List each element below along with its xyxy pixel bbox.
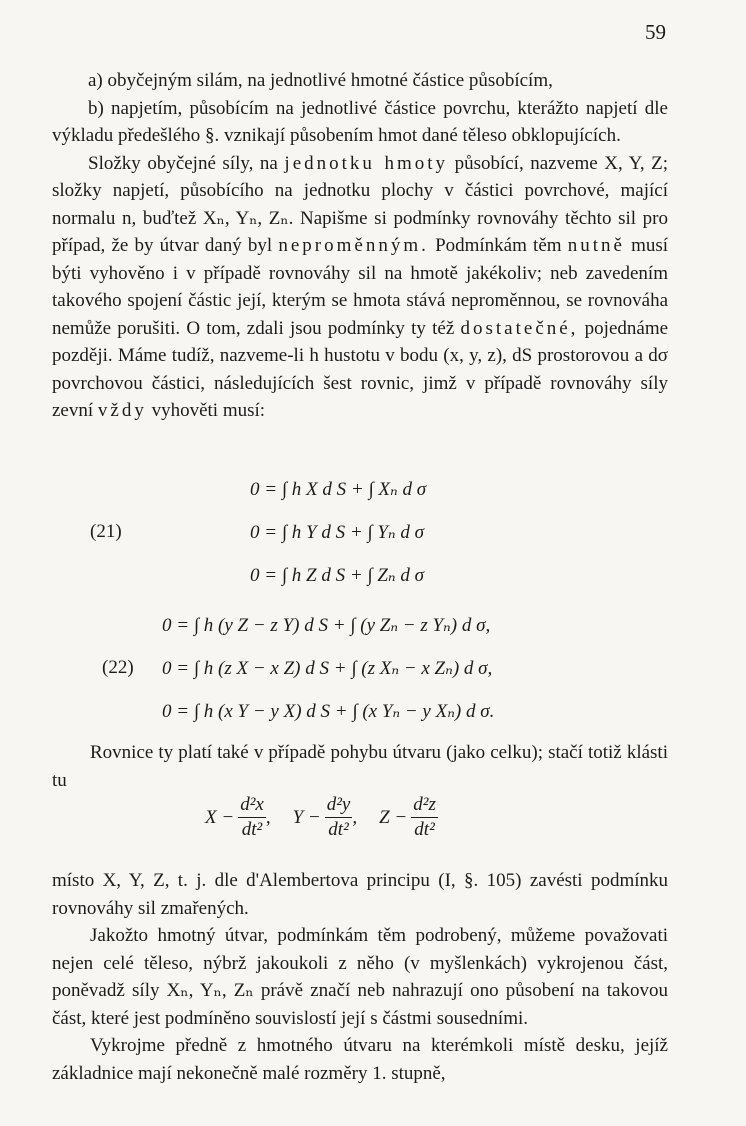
- spaced-text: dostatečné,: [460, 317, 579, 339]
- equation-22-line-1: 0 = ∫ h (y Z − z Y) d S + ∫ (y Zₙ − z Yₙ) d σ,: [162, 615, 491, 636]
- term-lhs: Y −: [292, 806, 321, 828]
- text-span: musí býti vyhověno i v případě rovnováhy sil na hmotě jakékoliv; neb zavedením takového spojení částic její, kterým se hmota stává neproměnnou, se rovnováha nemůže porušiti. O tom, zdali jsou podmínky ty též: [52, 235, 669, 339]
- spaced-text: nutně: [567, 235, 625, 256]
- term-z: [379, 793, 438, 842]
- paragraph-forces: [52, 150, 668, 425]
- text-span: působící, nazveme X, Y, Z; složky napjetí, působícího na jednotku plochy v částici povrchové, mající normalu n, buďtež Xₙ, Yₙ, Zₙ. Napišme si podmínky rovnováhy těchto sil pro případ, že by útvar daný byl: [52, 152, 669, 256]
- equation-label-22: (22): [102, 657, 134, 678]
- fraction: [411, 793, 438, 842]
- separator: ,: [265, 806, 271, 828]
- text-block-motion: [52, 739, 668, 794]
- paragraph-body: Jakožto hmotný útvar, podmínkám těm podrobený, můžeme považovati nejen celé těleso, nýbrž jakoukoli z něho (v myšlenkách) vykrojenou část, poněvadž síly Xₙ, Yₙ, Zₙ právě značí neb nahrazují ono působení na takovou část, které jest podmíněno souvislostí její s částmi sousedními.: [52, 925, 668, 1029]
- fraction-denominator: dt²: [241, 819, 263, 840]
- fraction-numerator: d²x: [238, 793, 266, 818]
- text-span: vyhověti musí:: [151, 400, 266, 421]
- term-x: [205, 793, 271, 842]
- fraction: [325, 793, 353, 842]
- equation-21-line-3: 0 = ∫ h Z d S + ∫ Zₙ d σ: [250, 565, 425, 586]
- paragraph-dalembert: místo X, Y, Z, t. j. dle d'Alembertova principu (I, §. 105) zavésti podmínku rovnováhy sil zmařených.: [52, 870, 668, 919]
- equation-label-21: (21): [90, 521, 122, 542]
- equation-22-line-3: 0 = ∫ h (x Y − y X) d S + ∫ (x Yₙ − y Xₙ) d σ.: [162, 701, 495, 722]
- fraction-denominator: dt²: [414, 819, 435, 840]
- acceleration-terms: [205, 793, 438, 842]
- term-lhs: Z −: [379, 806, 408, 828]
- text-span: pojednáme později. Máme tudíž, nazveme-li h hustotu v bodu (x, y, z), dS prostorovou a dσ povrchovou částici, následujících šest rovnic, jimž v případě rovnováhy síly zevní: [52, 317, 669, 421]
- text-block-top: [52, 67, 668, 425]
- fraction-numerator: d²y: [325, 793, 353, 818]
- text-span: Složky obyčejné síly, na: [88, 152, 278, 174]
- text-block-bottom: [52, 867, 668, 1087]
- spaced-text: jednotku hmoty: [284, 152, 449, 174]
- term-y: [293, 793, 358, 842]
- list-item-b: b) napjetím, působícím na jednotlivé částice povrchu, kterážto napjetí dle výkladu předešlého §. vznikají působením hmot dané těleso obklopujících.: [52, 97, 668, 146]
- term-lhs: X −: [205, 806, 235, 828]
- fraction-denominator: dt²: [328, 819, 349, 840]
- fraction: [238, 793, 266, 842]
- separator: ,: [352, 806, 358, 828]
- spaced-text: vždy: [97, 400, 147, 421]
- paragraph-motion: Rovnice ty platí také v případě pohybu útvaru (jako celku); stačí totiž klásti tu: [52, 742, 668, 791]
- text-span: Podmínkám těm: [435, 235, 562, 256]
- equation-21-line-1: 0 = ∫ h X d S + ∫ Xₙ d σ: [250, 479, 427, 500]
- fraction-numerator: d²z: [411, 793, 438, 818]
- equation-22-line-2: 0 = ∫ h (z X − x Z) d S + ∫ (z Xₙ − x Zₙ) d σ,: [162, 658, 493, 679]
- spaced-text: neproměnným.: [278, 235, 429, 256]
- list-item-a: a) obyčejným silám, na jednotlivé hmotné částice působícím,: [88, 70, 553, 91]
- page-number: 59: [645, 20, 666, 44]
- paragraph-plate: Vykrojme předně z hmotného útvaru na kterémkoli místě desku, jejíž základnice mají nekonečně malé rozměry 1. stupně,: [52, 1035, 668, 1084]
- equation-21-line-2: 0 = ∫ h Y d S + ∫ Yₙ d σ: [250, 522, 425, 543]
